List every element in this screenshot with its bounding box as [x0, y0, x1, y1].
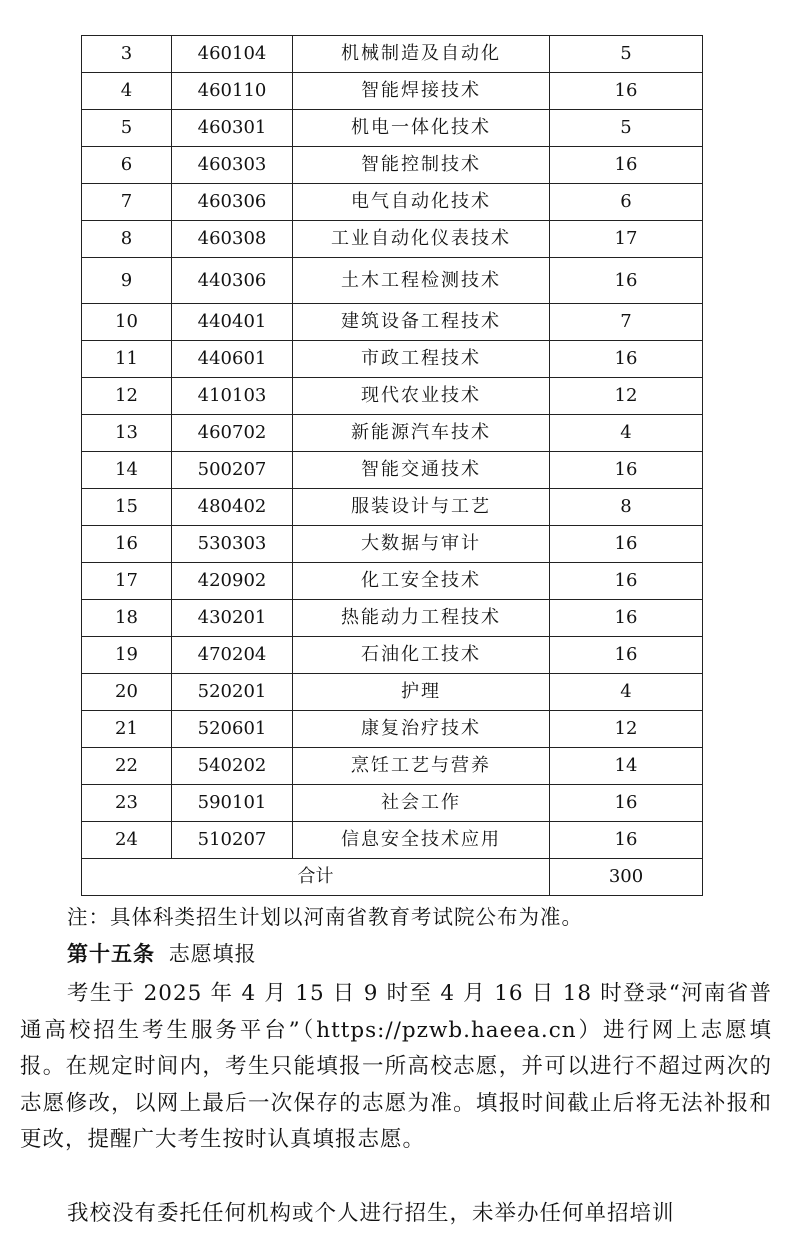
major-code: 520201 — [172, 674, 293, 711]
enrollment-count: 16 — [550, 637, 703, 674]
major-name: 热能动力工程技术 — [293, 600, 550, 637]
row-number: 15 — [82, 489, 172, 526]
major-name: 康复治疗技术 — [293, 711, 550, 748]
section-title: 志愿填报 — [168, 942, 257, 966]
enrollment-count: 16 — [550, 600, 703, 637]
major-name: 新能源汽车技术 — [293, 415, 550, 452]
paragraph-application: 考生于 2025 年 4 月 15 日 9 时至 4 月 16 日 18 时登录“河南省普通高校招生考生服务平台”（https://pzwb.haeea.cn）进行网上志愿填报。在规定时间内，考生只能填报一所高校志愿，并可以进行不超过两次的志愿修改，以网上最后一次保存的志愿为准。填报时间截止后将无法补报和更改，提醒广大考生按时认真填报志愿。 — [20, 981, 772, 1152]
table-row — [82, 415, 703, 452]
enrollment-count: 12 — [550, 711, 703, 748]
row-number: 17 — [82, 563, 172, 600]
total-label: 合计 — [82, 859, 550, 896]
row-number: 6 — [82, 147, 172, 184]
major-name: 机械制造及自动化 — [293, 36, 550, 73]
table-row — [82, 600, 703, 637]
table-row — [82, 748, 703, 785]
major-code: 440306 — [172, 258, 293, 304]
major-name: 护理 — [293, 674, 550, 711]
major-name: 社会工作 — [293, 785, 550, 822]
row-number: 9 — [82, 258, 172, 304]
major-name: 烹饪工艺与营养 — [293, 748, 550, 785]
table-row — [82, 785, 703, 822]
major-code: 500207 — [172, 452, 293, 489]
enrollment-plan-table — [81, 35, 703, 896]
table-row — [82, 378, 703, 415]
enrollment-count: 17 — [550, 221, 703, 258]
row-number: 10 — [82, 304, 172, 341]
major-code: 460110 — [172, 73, 293, 110]
major-code: 460702 — [172, 415, 293, 452]
enrollment-count: 5 — [550, 110, 703, 147]
major-name: 信息安全技术应用 — [293, 822, 550, 859]
major-code: 460301 — [172, 110, 293, 147]
major-name: 土木工程检测技术 — [293, 258, 550, 304]
row-number: 23 — [82, 785, 172, 822]
table-row — [82, 73, 703, 110]
table-row — [82, 184, 703, 221]
enrollment-count: 16 — [550, 147, 703, 184]
table-row — [82, 637, 703, 674]
major-code: 520601 — [172, 711, 293, 748]
table-row — [82, 147, 703, 184]
major-code: 590101 — [172, 785, 293, 822]
major-name: 机电一体化技术 — [293, 110, 550, 147]
row-number: 7 — [82, 184, 172, 221]
major-code: 460303 — [172, 147, 293, 184]
row-number: 24 — [82, 822, 172, 859]
row-number: 3 — [82, 36, 172, 73]
major-name: 市政工程技术 — [293, 341, 550, 378]
major-code: 460104 — [172, 36, 293, 73]
major-code: 540202 — [172, 748, 293, 785]
major-code: 470204 — [172, 637, 293, 674]
row-number: 14 — [82, 452, 172, 489]
major-name: 智能控制技术 — [293, 147, 550, 184]
enrollment-count: 16 — [550, 785, 703, 822]
major-code: 440401 — [172, 304, 293, 341]
total-value: 300 — [550, 859, 703, 896]
enrollment-count: 4 — [550, 415, 703, 452]
enrollment-count: 16 — [550, 452, 703, 489]
major-code: 420902 — [172, 563, 293, 600]
enrollment-count: 7 — [550, 304, 703, 341]
table-row — [82, 563, 703, 600]
note-text: 注：具体科类招生计划以河南省教育考试院公布为准。 — [67, 905, 583, 929]
enrollment-count: 16 — [550, 526, 703, 563]
row-number: 11 — [82, 341, 172, 378]
row-number: 18 — [82, 600, 172, 637]
major-name: 建筑设备工程技术 — [293, 304, 550, 341]
major-code: 460308 — [172, 221, 293, 258]
major-name: 电气自动化技术 — [293, 184, 550, 221]
table-row — [82, 221, 703, 258]
major-code: 410103 — [172, 378, 293, 415]
row-number: 12 — [82, 378, 172, 415]
row-number: 21 — [82, 711, 172, 748]
enrollment-count: 16 — [550, 341, 703, 378]
table-row — [82, 822, 703, 859]
row-number: 8 — [82, 221, 172, 258]
total-row — [82, 859, 703, 896]
enrollment-count: 16 — [550, 258, 703, 304]
row-number: 16 — [82, 526, 172, 563]
table-row — [82, 110, 703, 147]
row-number: 13 — [82, 415, 172, 452]
major-name: 工业自动化仪表技术 — [293, 221, 550, 258]
enrollment-count: 5 — [550, 36, 703, 73]
enrollment-count: 4 — [550, 674, 703, 711]
table-row — [82, 526, 703, 563]
major-code: 510207 — [172, 822, 293, 859]
major-name: 智能焊接技术 — [293, 73, 550, 110]
enrollment-count: 12 — [550, 378, 703, 415]
table-row — [82, 674, 703, 711]
major-code: 480402 — [172, 489, 293, 526]
major-name: 智能交通技术 — [293, 452, 550, 489]
major-name: 化工安全技术 — [293, 563, 550, 600]
enrollment-count: 16 — [550, 563, 703, 600]
table-row — [82, 489, 703, 526]
enrollment-count: 8 — [550, 489, 703, 526]
section-number: 第十五条 — [67, 942, 155, 966]
enrollment-count: 16 — [550, 73, 703, 110]
row-number: 19 — [82, 637, 172, 674]
enrollment-count: 14 — [550, 748, 703, 785]
row-number: 5 — [82, 110, 172, 147]
enrollment-count: 16 — [550, 822, 703, 859]
major-code: 440601 — [172, 341, 293, 378]
major-name: 服装设计与工艺 — [293, 489, 550, 526]
major-name: 石油化工技术 — [293, 637, 550, 674]
table-row — [82, 304, 703, 341]
section-heading — [67, 938, 257, 968]
major-code: 430201 — [172, 600, 293, 637]
row-number: 22 — [82, 748, 172, 785]
major-code: 460306 — [172, 184, 293, 221]
table-row — [82, 341, 703, 378]
table-body — [82, 36, 703, 896]
row-number: 20 — [82, 674, 172, 711]
major-code: 530303 — [172, 526, 293, 563]
major-name: 现代农业技术 — [293, 378, 550, 415]
paragraph-statement: 我校没有委托任何机构或个人进行招生，未举办任何单招培训 — [67, 1201, 675, 1226]
table-row — [82, 36, 703, 73]
table-row — [82, 258, 703, 304]
major-name: 大数据与审计 — [293, 526, 550, 563]
enrollment-count: 6 — [550, 184, 703, 221]
row-number: 4 — [82, 73, 172, 110]
table-row — [82, 711, 703, 748]
table-row — [82, 452, 703, 489]
